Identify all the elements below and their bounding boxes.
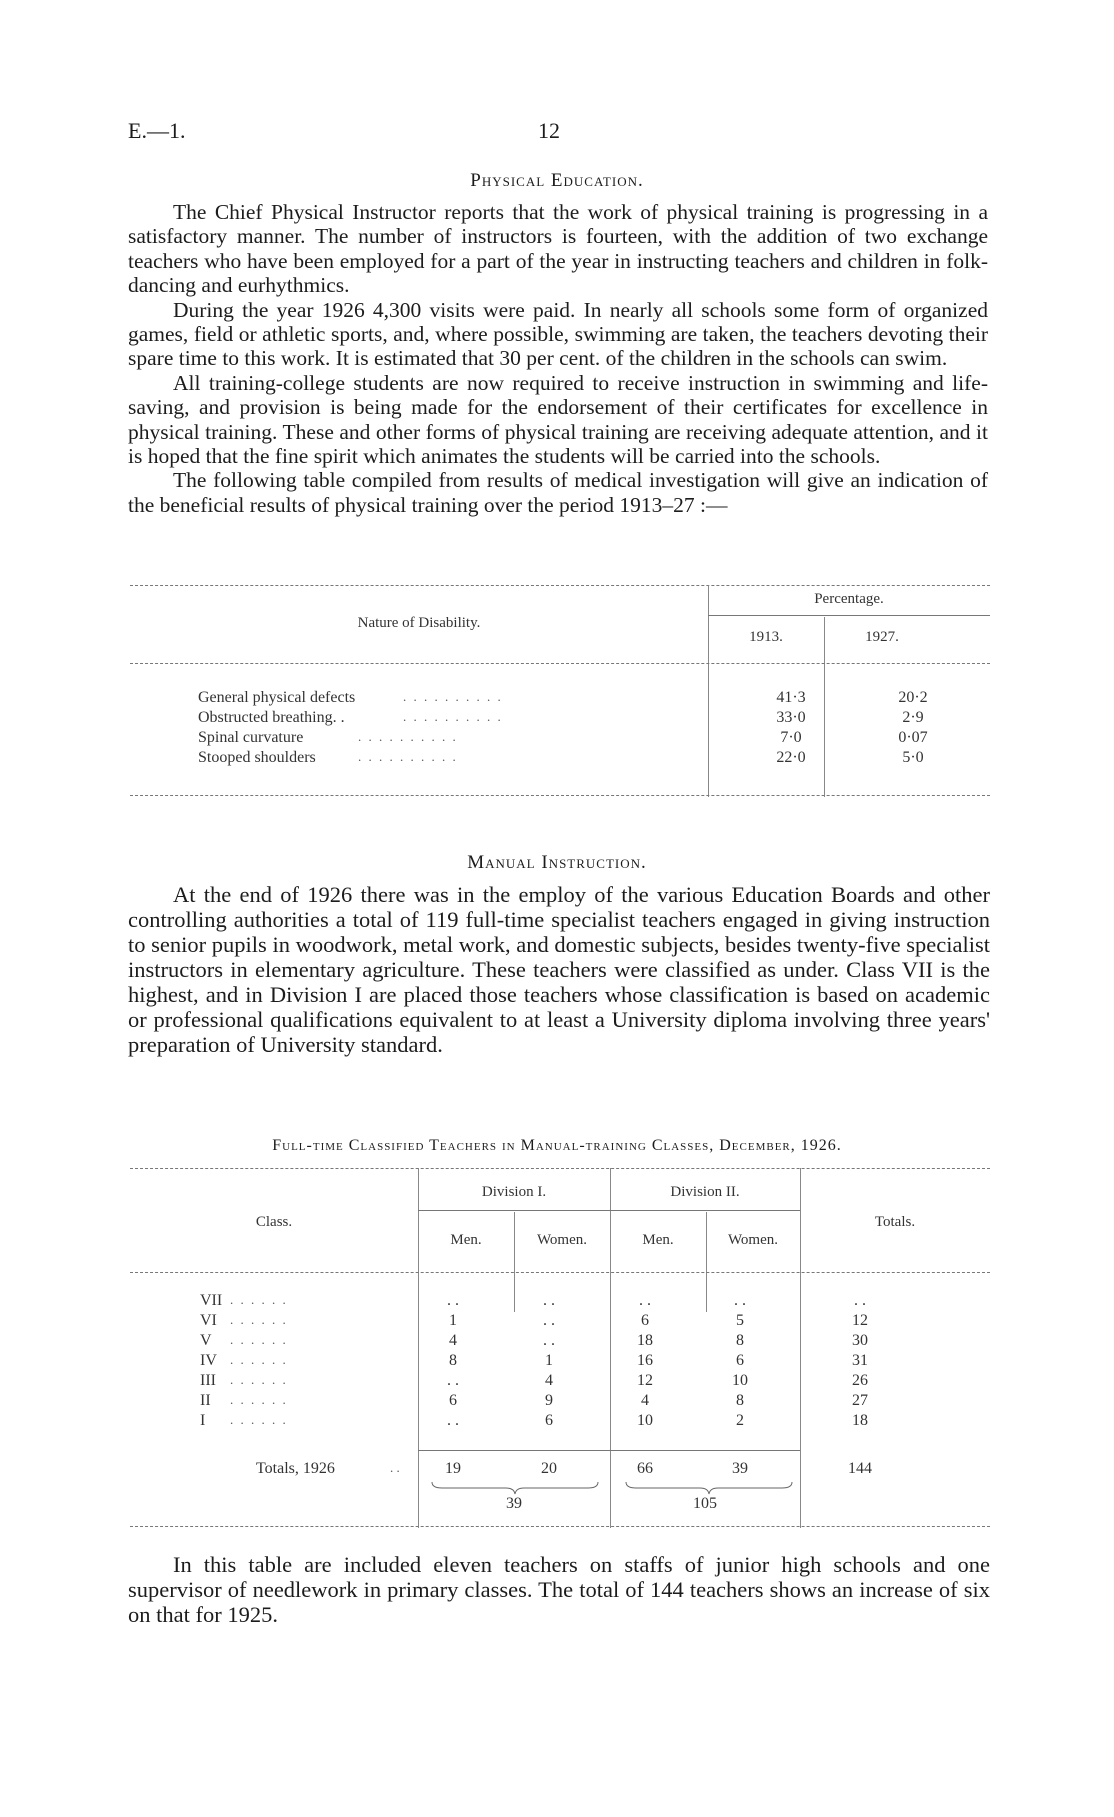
cell-d1-women: 6 bbox=[545, 1412, 553, 1429]
cell-d1-women: . . bbox=[543, 1312, 555, 1329]
paragraph: The Chief Physical Instructor reports that the work of physical training is progressing in a satisfactory manner. The number of instructors is fourteen, with the addition of two exchange teachers who have been employed for a part of the year in instructing teachers and children in folk-dancing and eurhythmics. bbox=[128, 200, 988, 298]
cell-d1-women: . . bbox=[543, 1292, 555, 1309]
cell-total: 31 bbox=[852, 1352, 868, 1369]
total-d2-men: 66 bbox=[637, 1460, 653, 1477]
paragraph: During the year 1926 4,300 visits were paid. In nearly all schools some form of organized games, field or athletic sports, and, where possible, swimming are taken, the teachers devoting their spare time to this work. It is estimated that 30 per cent. of the children in the schools can swim. bbox=[128, 297, 988, 371]
table-rule bbox=[130, 1526, 990, 1527]
table-rule bbox=[130, 585, 990, 586]
cell-d1-women: 9 bbox=[545, 1392, 553, 1409]
cell-d1-men: 4 bbox=[449, 1332, 457, 1349]
manual-instruction-text bbox=[128, 882, 990, 1057]
cell-total: . . bbox=[854, 1292, 866, 1309]
brace-division-2 bbox=[624, 1480, 794, 1496]
cell-total: 27 bbox=[852, 1392, 868, 1409]
cell-d2-women: 8 bbox=[736, 1392, 744, 1409]
teachers-table bbox=[130, 1168, 990, 1528]
table-rule bbox=[130, 1168, 990, 1169]
dot-leader: . . . . . . . . . . bbox=[403, 689, 503, 704]
table-rule bbox=[418, 1210, 800, 1211]
physical-education-text bbox=[128, 200, 988, 517]
cell-d1-men: . . bbox=[447, 1412, 459, 1429]
division-2-total: 105 bbox=[693, 1495, 717, 1512]
cell-d2-women: 10 bbox=[732, 1372, 748, 1389]
dot-leader: . . . . . . . . . . bbox=[358, 749, 458, 764]
total-d1-women: 20 bbox=[541, 1460, 557, 1477]
cell-d1-men: . . bbox=[447, 1292, 459, 1309]
cell-1913: 22·0 bbox=[776, 749, 806, 766]
row-class: IV bbox=[200, 1352, 217, 1369]
division-1-total: 39 bbox=[506, 1495, 522, 1512]
row-label: Obstructed breathing. . bbox=[198, 709, 345, 726]
paragraph: At the end of 1926 there was in the employ of the various Education Boards and other controlling authorities a total of 119 full-time specialist teachers engaged in giving instruction to senior pupils in woodwork, metal work, and domestic subjects, besides twenty-five specialist instructors in elementary agriculture. These teachers were classified as under. Class VII is the highest, and in Division I are placed those teachers whose classification is based on academic or professional qualifications equivalent to at least a University diploma involving three years' preparation of University standard. bbox=[128, 882, 990, 1057]
cell-d2-men: 16 bbox=[637, 1352, 653, 1369]
grand-total: 144 bbox=[848, 1460, 872, 1477]
table-row bbox=[200, 1392, 990, 1412]
page-header-ref: E.—1. bbox=[128, 118, 186, 143]
column-header-class: Class. bbox=[255, 1214, 293, 1230]
table-row bbox=[198, 749, 978, 769]
closing-text bbox=[128, 1552, 990, 1627]
cell-d1-women: 4 bbox=[545, 1372, 553, 1389]
cell-d2-women: 5 bbox=[736, 1312, 744, 1329]
row-class: II bbox=[200, 1392, 211, 1409]
cell-d2-women: 6 bbox=[736, 1352, 744, 1369]
brace-division-1 bbox=[430, 1480, 600, 1496]
table-row bbox=[198, 709, 978, 729]
table-rule bbox=[708, 615, 990, 616]
cell-d1-men: 6 bbox=[449, 1392, 457, 1409]
section-title-manual-instruction: Manual Instruction. bbox=[467, 852, 647, 873]
cell-d1-men: 1 bbox=[449, 1312, 457, 1329]
column-header-d1-women: Women. bbox=[536, 1232, 588, 1248]
cell-1927: 2·9 bbox=[902, 709, 924, 726]
table-row bbox=[200, 1352, 990, 1372]
row-label: Stooped shoulders bbox=[198, 749, 316, 766]
cell-1927: 5·0 bbox=[902, 749, 924, 766]
dot-leader: . . . . . . bbox=[230, 1372, 288, 1387]
cell-d2-women: 8 bbox=[736, 1332, 744, 1349]
column-header-division-2: Division II. bbox=[670, 1184, 740, 1200]
dot-leader: . . . . . . bbox=[230, 1392, 288, 1407]
column-header-d2-men: Men. bbox=[642, 1232, 674, 1248]
cell-1927: 20·2 bbox=[898, 689, 928, 706]
row-label: General physical defects bbox=[198, 689, 356, 706]
table-rule bbox=[130, 795, 990, 796]
row-class: V bbox=[200, 1332, 212, 1349]
total-d2-women: 39 bbox=[732, 1460, 748, 1477]
paragraph: In this table are included eleven teachers on staffs of junior high schools and one supervisor of needlework in primary classes. The total of 144 teachers shows an increase of six on that for 1925. bbox=[128, 1552, 990, 1627]
paragraph: The following table compiled from results of medical investigation will give an indication of the beneficial results of physical training over the period 1913–27 :— bbox=[128, 468, 988, 517]
cell-total: 12 bbox=[852, 1312, 868, 1329]
dot-leader: . . . . . . bbox=[230, 1312, 288, 1327]
totals-label: Totals, 1926 bbox=[256, 1460, 335, 1477]
cell-d2-women: . . bbox=[734, 1292, 746, 1309]
table-row bbox=[200, 1292, 990, 1312]
cell-1913: 33·0 bbox=[776, 709, 806, 726]
row-class: III bbox=[200, 1372, 216, 1389]
column-header-disability: Nature of Disability. bbox=[357, 615, 481, 631]
cell-d1-men: . . bbox=[447, 1372, 459, 1389]
row-class: I bbox=[200, 1412, 206, 1429]
cell-total: 18 bbox=[852, 1412, 868, 1429]
row-class: VI bbox=[200, 1312, 217, 1329]
table-rule bbox=[130, 663, 990, 664]
cell-d2-men: 6 bbox=[641, 1312, 649, 1329]
cell-d1-women: 1 bbox=[545, 1352, 553, 1369]
table-rule bbox=[418, 1450, 800, 1451]
dot-leader: . . . . . . bbox=[230, 1412, 288, 1427]
teachers-table-caption: Full-time Classified Teachers in Manual-training Classes, December, 1926. bbox=[272, 1137, 842, 1154]
cell-d2-men: 10 bbox=[637, 1412, 653, 1429]
dot-leader: . . . . . . . . . . bbox=[403, 709, 503, 724]
column-header-1913: 1913. bbox=[749, 629, 783, 645]
column-header-percentage: Percentage. bbox=[814, 591, 884, 607]
table-row bbox=[200, 1412, 990, 1432]
cell-1913: 41·3 bbox=[776, 689, 806, 706]
column-header-1927: 1927. bbox=[865, 629, 899, 645]
cell-total: 26 bbox=[852, 1372, 868, 1389]
dot-leader: . . bbox=[390, 1460, 400, 1475]
dot-leader: . . . . . . bbox=[230, 1332, 288, 1347]
total-d1-men: 19 bbox=[445, 1460, 461, 1477]
column-header-d2-women: Women. bbox=[727, 1232, 779, 1248]
section-title-physical-education: Physical Education. bbox=[470, 170, 644, 191]
cell-1927: 0·07 bbox=[898, 729, 928, 746]
table-row bbox=[198, 729, 978, 749]
row-class: VII bbox=[200, 1292, 223, 1309]
cell-d2-men: 4 bbox=[641, 1392, 649, 1409]
cell-d2-men: . . bbox=[639, 1292, 651, 1309]
cell-1913: 7·0 bbox=[780, 729, 802, 746]
table-row bbox=[200, 1312, 990, 1332]
column-header-division-1: Division I. bbox=[481, 1184, 547, 1200]
dot-leader: . . . . . . bbox=[230, 1352, 288, 1367]
cell-total: 30 bbox=[852, 1332, 868, 1349]
disability-table bbox=[130, 585, 990, 797]
column-header-totals: Totals. bbox=[874, 1214, 916, 1230]
cell-d1-men: 8 bbox=[449, 1352, 457, 1369]
cell-d2-men: 18 bbox=[637, 1332, 653, 1349]
cell-d1-women: . . bbox=[543, 1332, 555, 1349]
dot-leader: . . . . . . bbox=[230, 1292, 288, 1307]
column-header-d1-men: Men. bbox=[450, 1232, 482, 1248]
cell-d2-women: 2 bbox=[736, 1412, 744, 1429]
dot-leader: . . . . . . . . . . bbox=[358, 729, 458, 744]
row-label: Spinal curvature bbox=[198, 729, 304, 746]
page-number: 12 bbox=[538, 118, 560, 143]
table-row bbox=[198, 689, 978, 709]
totals-row bbox=[200, 1460, 990, 1480]
paragraph: All training-college students are now required to receive instruction in swimming and life-saving, and provision is being made for the endorsement of their certificates for excellence in physical training. These and other forms of physical training are receiving adequate attention, and it is hoped that the fine spirit which animates the students will be carried into the schools. bbox=[128, 370, 988, 469]
cell-d2-men: 12 bbox=[637, 1372, 653, 1389]
table-row bbox=[200, 1372, 990, 1392]
table-row bbox=[200, 1332, 990, 1352]
table-rule bbox=[130, 1272, 990, 1273]
